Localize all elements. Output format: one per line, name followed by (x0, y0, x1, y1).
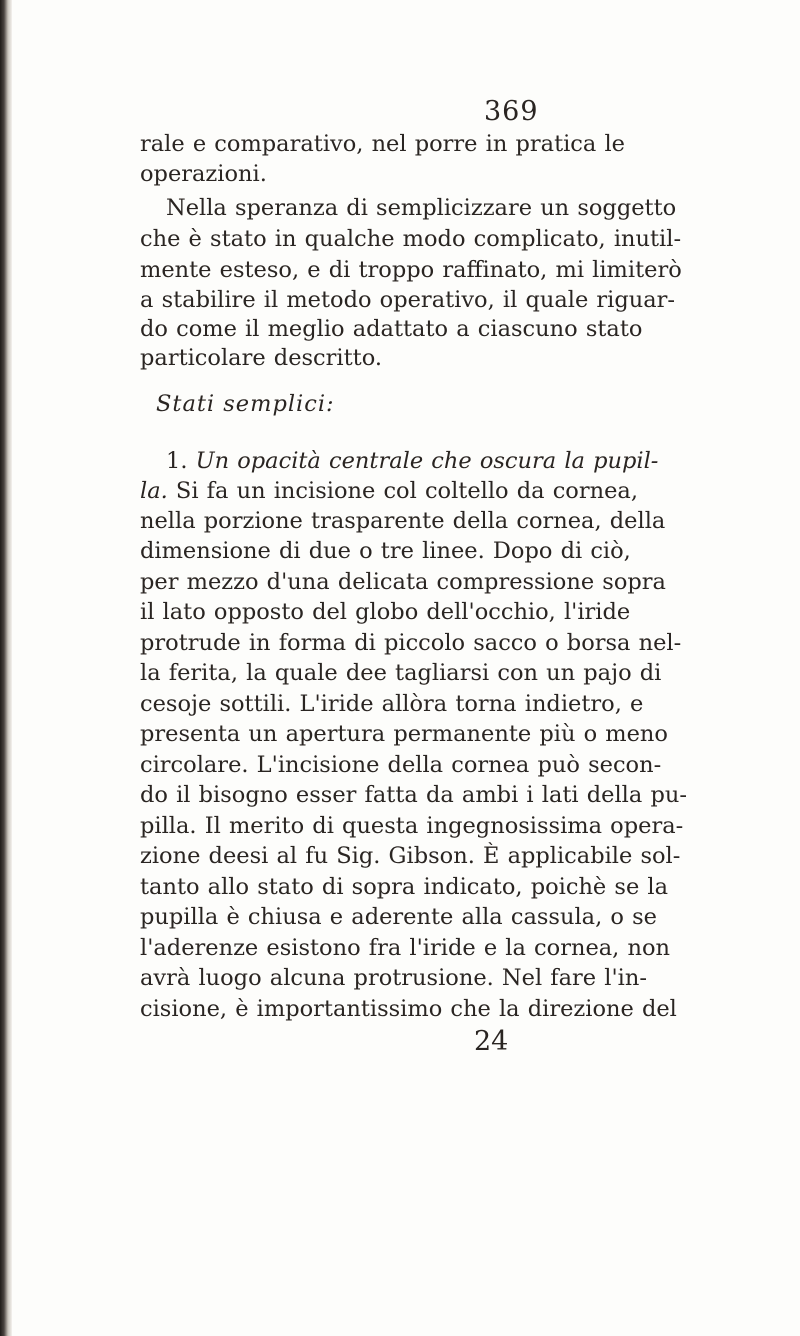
page-number: 369 (484, 96, 539, 127)
text-line: dimensione di due o tre linee. Dopo di ciò, (140, 538, 631, 564)
item-text: Si fa un incisione col coltello da cornea, (175, 478, 638, 504)
text-line: circolare. L'incisione della cornea può secon- (140, 752, 662, 778)
text-line: la ferita, la quale dee tagliarsi con un pajo di (140, 660, 662, 686)
text-line: il lato opposto del globo dell'occhio, l'iride (140, 599, 631, 625)
text-line: a stabilire il metodo operativo, il quale riguar- (140, 287, 676, 313)
item-title-end: la. (140, 478, 168, 504)
text-line: cesoje sottili. L'iride allòra torna indietro, e (140, 691, 644, 717)
text-line: nella porzione trasparente della cornea, della (140, 508, 666, 534)
text-line: zione deesi al fu Sig. Gibson. È applicabile sol- (140, 843, 681, 869)
text-line: presenta un apertura permanente più o meno (140, 721, 668, 747)
text-line: particolare descritto. (140, 345, 382, 371)
item-title-continuation (140, 476, 638, 506)
text-line: mente esteso, e di troppo raffinato, mi limiterò (140, 257, 682, 283)
section-heading: Stati semplici: (156, 391, 335, 417)
book-spine-shadow (0, 0, 12, 1336)
text-line: rale e comparativo, nel porre in pratica le (140, 131, 625, 157)
text-line: che è stato in qualche modo complicato, inutil- (140, 226, 682, 252)
item-title-line (166, 446, 659, 476)
text-line: do il bisogno esser fatta da ambi i lati della pu- (140, 782, 687, 808)
item-title: Un opacità centrale che oscura la pupil- (195, 448, 659, 474)
item-number: 1. (166, 448, 188, 474)
text-line: tanto allo stato di sopra indicato, poichè se la (140, 874, 669, 900)
text-line: l'aderenze esistono fra l'iride e la cornea, non (140, 935, 671, 961)
text-line: avrà luogo alcuna protrusione. Nel fare l'in- (140, 965, 647, 991)
text-line: per mezzo d'una delicata compressione sopra (140, 569, 666, 595)
catchword: 24 (474, 1026, 509, 1057)
text-line: cisione, è importantissimo che la direzione del (140, 996, 677, 1022)
text-line: pupilla è chiusa e aderente alla cassula, o se (140, 904, 657, 930)
text-line: protrude in forma di piccolo sacco o borsa nel- (140, 630, 682, 656)
paragraph-first-line: Nella speranza di semplicizzare un soggetto (166, 195, 677, 221)
text-line: do come il meglio adattato a ciascuno stato (140, 316, 643, 342)
text-line: operazioni. (140, 161, 267, 187)
text-line: pilla. Il merito di questa ingegnosissima opera- (140, 813, 684, 839)
